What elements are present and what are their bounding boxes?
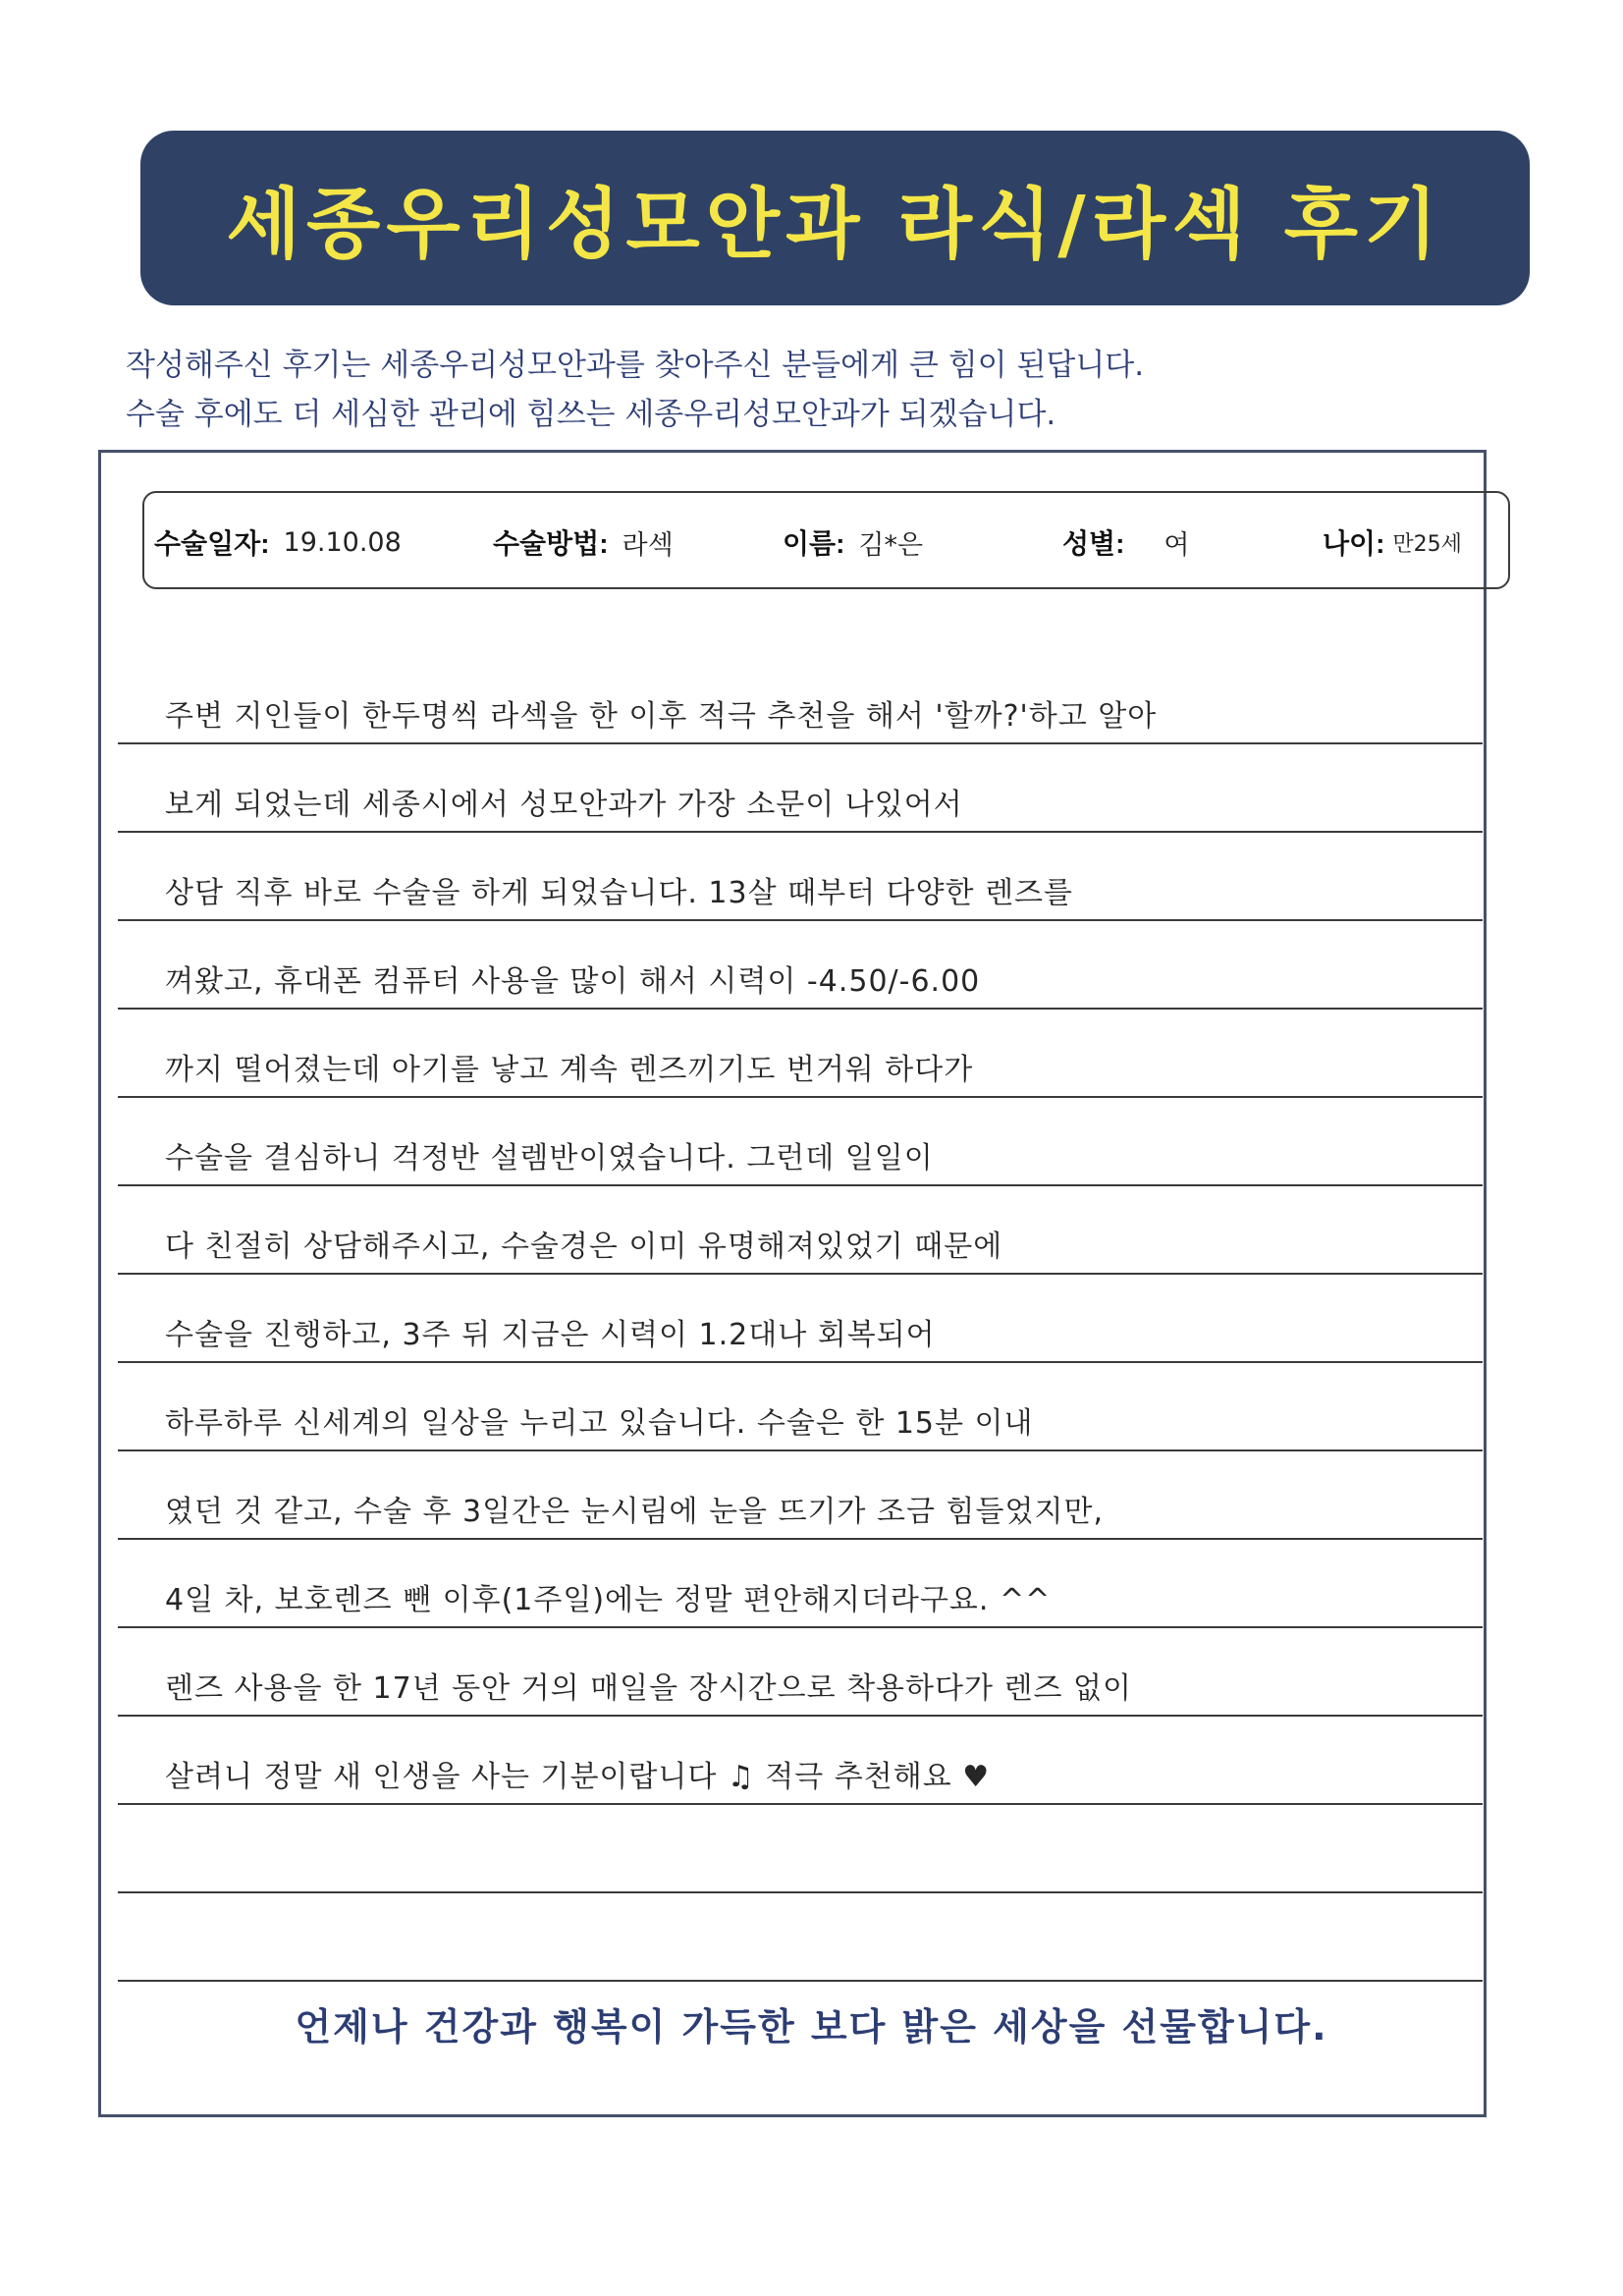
surgery-date-label: 수술일자:: [154, 528, 270, 559]
intro-line: 수술 후에도 더 세심한 관리에 힘쓰는 세종우리성모안과가 되겠습니다.: [126, 397, 1056, 432]
review-line: [118, 1807, 1483, 1893]
page-title: 세종우리성모안과 라식/라섹 후기: [226, 181, 1444, 269]
patient-age-label: 나이:: [1323, 528, 1385, 559]
review-line-text: 주변 지인들이 한두명씩 라섹을 한 이후 적극 추천을 해서 '할까?'하고 알아: [165, 699, 1158, 734]
review-line: [118, 835, 1483, 921]
intro-text: [126, 341, 1500, 439]
title-banner: [140, 131, 1530, 305]
surgery-method-label: 수술방법:: [493, 528, 609, 559]
review-line-text: 하루하루 신세계의 일상을 누리고 있습니다. 수술은 한 15분 이내: [165, 1406, 1034, 1441]
review-line: [118, 1100, 1483, 1186]
patient-gender: [1062, 515, 1190, 570]
review-line: [118, 658, 1483, 744]
review-line-text: 상담 직후 바로 수술을 하게 되었습니다. 13살 때부터 다양한 렌즈를: [165, 876, 1074, 910]
review-line: [118, 923, 1483, 1010]
patient-gender-label: 성별:: [1062, 528, 1125, 559]
review-line-text: 였던 것 같고, 수술 후 3일간은 눈시림에 눈을 뜨기가 조금 힘들었지만,: [165, 1495, 1104, 1529]
review-line-text: 보게 되었는데 세종시에서 성모안과가 가장 소문이 나있어서: [165, 788, 963, 822]
intro-line: 작성해주신 후기는 세종우리성모안과를 찾아주신 분들에게 큰 힘이 된답니다.: [126, 348, 1145, 383]
review-line: [118, 1365, 1483, 1451]
review-line-text: 까지 떨어졌는데 아기를 낳고 계속 렌즈끼기도 번거워 하다가: [165, 1053, 974, 1087]
review-line: [118, 1895, 1483, 1982]
review-line-text: 수술을 진행하고, 3주 뒤 지금은 시력이 1.2대나 회복되어: [165, 1318, 936, 1352]
review-line: [118, 746, 1483, 833]
patient-gender-value: 여: [1163, 529, 1190, 561]
patient-age: [1323, 515, 1462, 570]
review-line-text: 다 친절히 상담해주시고, 수술경은 이미 유명해져있었기 때문에: [165, 1230, 1003, 1264]
review-line: [118, 1011, 1483, 1098]
review-line-text: 4일 차, 보호렌즈 뺀 이후(1주일)에는 정말 편안해지더라구요. ^^: [165, 1583, 1052, 1617]
review-line-text: 살려니 정말 새 인생을 사는 기분이랍니다 ♫ 적극 추천해요 ♥: [165, 1760, 991, 1794]
review-line: [118, 1188, 1483, 1275]
review-line: [118, 1719, 1483, 1805]
surgery-info-bar: [142, 491, 1510, 589]
review-line: [118, 1453, 1483, 1540]
review-line-text: 껴왔고, 휴대폰 컴퓨터 사용을 많이 해서 시력이 -4.50/-6.00: [165, 964, 981, 999]
patient-name-label: 이름:: [783, 528, 845, 559]
review-line-text: 렌즈 사용을 한 17년 동안 거의 매일을 장시간으로 착용하다가 렌즈 없이: [165, 1671, 1132, 1706]
review-line: [118, 1542, 1483, 1628]
footer-slogan: 언제나 건강과 행복이 가득한 보다 밝은 세상을 선물합니다.: [295, 2005, 1328, 2049]
surgery-method-value: 라섹: [622, 529, 674, 561]
review-line: [118, 1630, 1483, 1717]
patient-name: [783, 515, 923, 570]
review-line-text: 수술을 결심하니 걱정반 설렘반이였습니다. 그런데 일일이: [165, 1141, 934, 1175]
review-line: [118, 1277, 1483, 1363]
patient-age-value: 만25세: [1392, 531, 1462, 557]
surgery-date: [154, 515, 402, 570]
patient-name-value: 김*은: [858, 529, 924, 561]
surgery-date-value: 19.10.08: [283, 526, 402, 558]
surgery-method: [493, 515, 674, 570]
